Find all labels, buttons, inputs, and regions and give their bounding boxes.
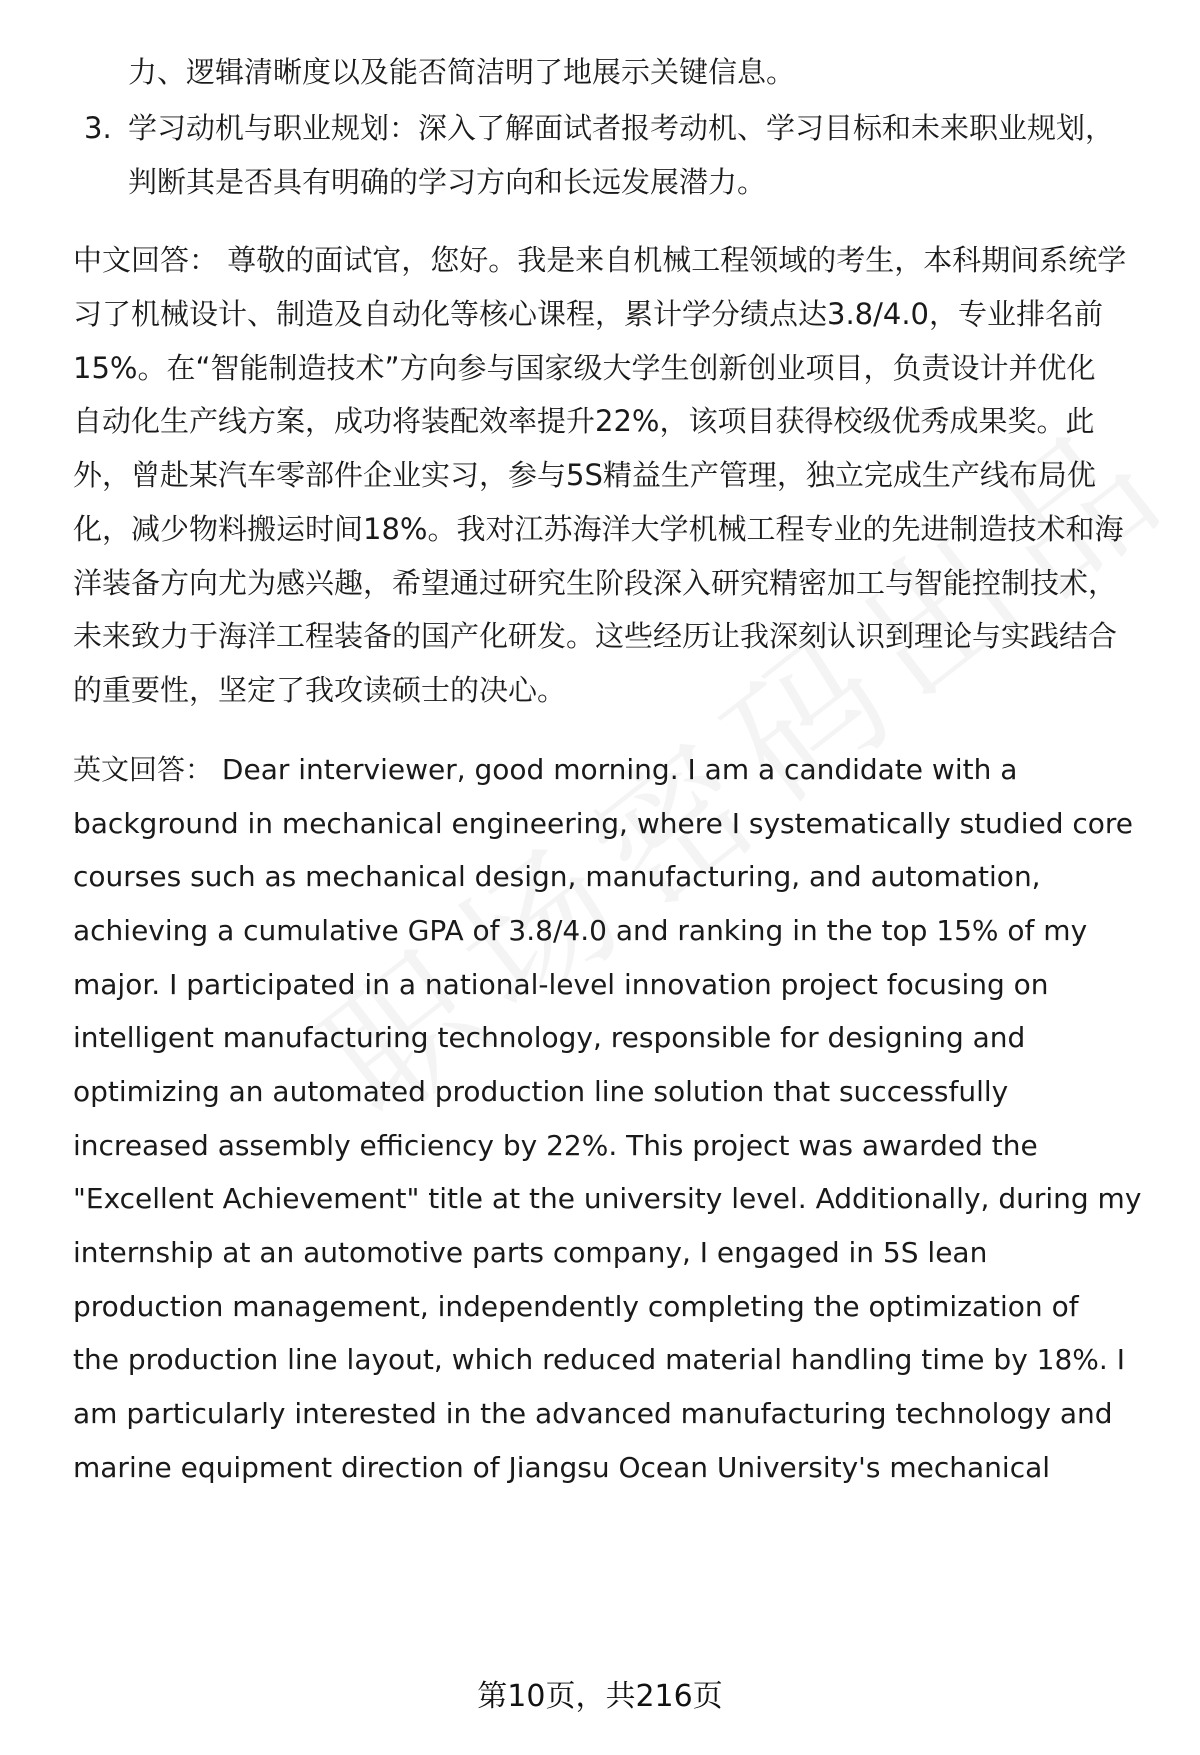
english-answer-line: optimizing an automated production line solution that successfully <box>73 1075 1009 1108</box>
chinese-answer-line: 化，减少物料搬运时间18%。我对江苏海洋大学机械工程专业的先进制造技术和海 <box>73 512 1124 546</box>
chinese-answer-line: 习了机械设计、制造及自动化等核心课程，累计学分绩点达3.8/4.0，专业排名前 <box>73 297 1104 331</box>
chinese-answer-line: 的重要性，坚定了我攻读硕士的决心。 <box>73 673 567 707</box>
list-item-3-number: 3. <box>84 111 112 145</box>
english-answer-line: the production line layout, which reduced material handling time by 18%. I <box>73 1343 1125 1376</box>
chinese-answer-line: 未来致力于海洋工程装备的国产化研发。这些经历让我深刻认识到理论与实践结合 <box>73 619 1118 653</box>
english-answer-line: intelligent manufacturing technology, responsible for designing and <box>73 1021 1026 1054</box>
list-item-3-line-1: 学习动机与职业规划：深入了解面试者报考动机、学习目标和未来职业规划， <box>128 111 1115 145</box>
english-answer-line: am particularly interested in the advanced manufacturing technology and <box>73 1397 1113 1430</box>
english-answer-line: internship at an automotive parts company, I engaged in 5S lean <box>73 1236 988 1269</box>
page-number: 第10页，共216页 <box>477 1679 723 1714</box>
list-item-3-line-2: 判断其是否具有明确的学习方向和长远发展潜力。 <box>128 165 767 199</box>
english-answer-line: increased assembly efficiency by 22%. This project was awarded the <box>73 1129 1038 1162</box>
chinese-answer-line: 中文回答： 尊敬的面试官，您好。我是来自机械工程领域的考生，本科期间系统学 <box>73 243 1127 277</box>
english-answer-line: major. I participated in a national-level innovation project focusing on <box>73 968 1049 1001</box>
english-answer-line: production management, independently completing the optimization of <box>73 1290 1079 1323</box>
english-answer-line: marine equipment direction of Jiangsu Ocean University's mechanical <box>73 1451 1051 1484</box>
english-answer-line: courses such as mechanical design, manufacturing, and automation, <box>73 860 1041 893</box>
chinese-answer-line: 洋装备方向尤为感兴趣，希望通过研究生阶段深入研究精密加工与智能控制技术， <box>73 566 1118 600</box>
chinese-answer-line: 外，曾赴某汽车零部件企业实习，参与5S精益生产管理，独立完成生产线布局优 <box>73 458 1096 492</box>
english-answer-line: "Excellent Achievement" title at the university level. Additionally, during my <box>73 1182 1142 1215</box>
chinese-answer-line: 15%。在“智能制造技术”方向参与国家级大学生创新创业项目，负责设计并优化 <box>73 351 1096 385</box>
english-answer-line: background in mechanical engineering, where I systematically studied core <box>73 807 1134 840</box>
chinese-answer-line: 自动化生产线方案，成功将装配效率提升22%，该项目获得校级优秀成果奖。此 <box>73 404 1095 438</box>
english-answer-line: achieving a cumulative GPA of 3.8/4.0 and ranking in the top 15% of my <box>73 914 1088 947</box>
list-item-2-continuation: 力、逻辑清晰度以及能否简洁明了地展示关键信息。 <box>128 55 796 89</box>
english-answer-line: 英文回答： Dear interviewer, good morning. I am a candidate with a <box>73 753 1018 786</box>
